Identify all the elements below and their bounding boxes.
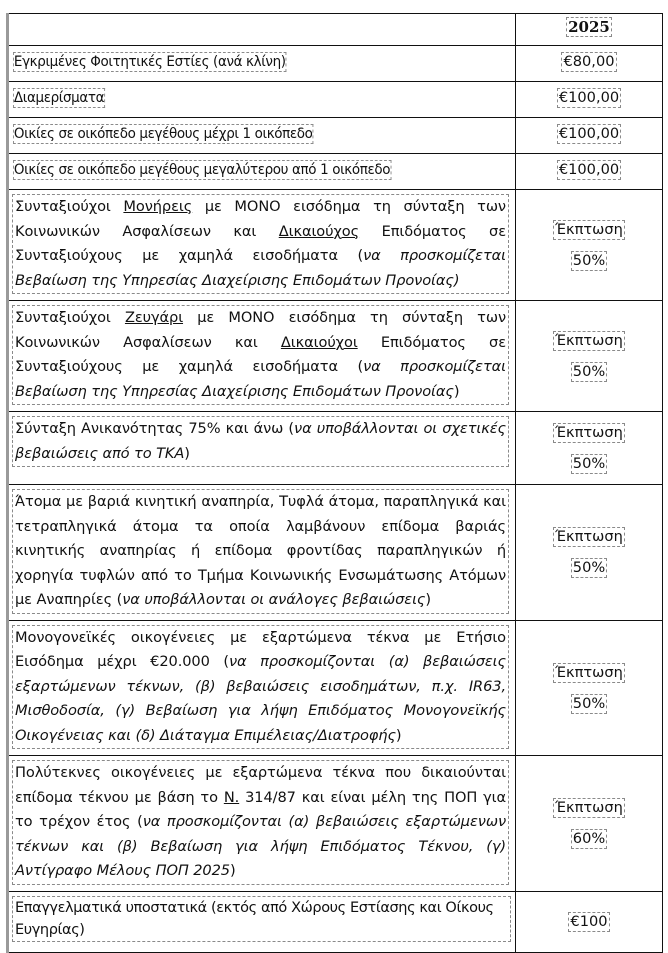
table-row xyxy=(8,82,663,118)
label-text: Επιδόματος σε Συνταξιούχους με χαμηλά εισοδήματα ( xyxy=(15,333,506,375)
label-text: με ΜΟΝΟ εισόδημα τη σύνταξη των Κοινωνικών Ασφαλίσεων και xyxy=(15,198,506,240)
label-text: 314/87 και είναι μέλη της ΠΟΠ για το τρέχον έτος ( xyxy=(15,788,507,830)
label-underlined-text: Μονήρεις xyxy=(123,198,193,215)
discount-value: 50% xyxy=(572,694,606,712)
label-underlined-text: Δικαιούχος xyxy=(278,222,360,240)
table-row xyxy=(8,756,663,892)
row-label-cell xyxy=(8,46,516,82)
row-label xyxy=(12,305,509,405)
row-discount-cell xyxy=(516,301,663,412)
label-underlined-text: Δικαιούχοι xyxy=(280,333,358,351)
row-label-cell xyxy=(8,620,516,756)
row-label: Εγκριμένες Φοιτητικές Εστίες (ανά κλίνη) xyxy=(13,54,286,70)
label-text: Συνταξιούχοι xyxy=(15,309,125,326)
document-page xyxy=(6,13,661,953)
row-label-cell xyxy=(8,412,516,485)
row-amount: €100 xyxy=(570,913,608,930)
discount-label: Έκπτωση xyxy=(555,528,623,546)
label-note: να προσκομίζεται Βεβαίωση της Υπηρεσίας Διαχείρισης Επιδομάτων Προνοίας xyxy=(15,358,506,400)
row-label xyxy=(12,625,509,750)
table-row xyxy=(8,118,663,154)
discount-label: Έκπτωση xyxy=(555,663,623,681)
label-text: ) xyxy=(425,591,431,608)
discount-value: 50% xyxy=(572,455,606,472)
row-amount: €100,00 xyxy=(558,161,620,178)
row-discount-cell xyxy=(516,756,663,892)
label-text: ) xyxy=(229,862,236,879)
row-label-cell xyxy=(8,118,516,154)
table-row xyxy=(8,620,663,756)
row-label-cell xyxy=(8,190,516,301)
discount-label: Έκπτωση xyxy=(555,799,623,817)
row-amount-cell xyxy=(516,154,663,190)
discount-label: Έκπτωση xyxy=(555,424,623,441)
label-note: να προσκομίζονται (α) βεβαιώσεις εξαρτώμενων τέκνων και (β) Βεβαίωση για λήψη Επιδόματος Τέκνου, (γ) Αντίγραφο Μέλους ΠΟΠ 2025 xyxy=(15,813,506,879)
table-row xyxy=(8,46,663,82)
table-row xyxy=(8,190,663,301)
discount-value: 60% xyxy=(572,830,606,848)
row-amount: €100,00 xyxy=(558,125,620,142)
fees-table xyxy=(6,13,663,953)
label-underlined-text: Ζευγάρι xyxy=(124,309,184,326)
label-note: να προσκομίζονται (α) βεβαιώσεις εξαρτώμενων τέκνων, (β) βεβαιώσεις εισοδημάτων, π.χ. IR63, Μισθοδοσία, (γ) Βεβαίωση για λήψη Επιδόματος Μονογονεϊκής Οικογένειας και (δ) Διάταγμα Επιμέλειας/Διατροφής xyxy=(15,653,506,744)
table-row xyxy=(8,154,663,190)
discount-value: 50% xyxy=(572,559,606,577)
year-label: 2025 xyxy=(568,18,610,36)
label-text: ) xyxy=(453,382,460,400)
label-note: να υποβάλλονται οι σχετικές βεβαιώσεις από το ΤΚΑ xyxy=(15,420,507,462)
row-label xyxy=(12,760,509,885)
label-text: Μονογονεϊκές οικογένειες με εξαρτώμενα τέκνα με Ετήσιο Εισόδημα μέχρι €20.000 ( xyxy=(15,628,506,670)
row-discount-cell xyxy=(516,412,663,485)
discount-value: 50% xyxy=(572,363,606,380)
label-text: Πολύτεκνες οικογένειες με εξαρτώμενα τέκνα που δικαιούνται επίδομα τέκνου με βάση το xyxy=(15,764,506,806)
row-label-cell xyxy=(8,891,516,952)
label-text: με ΜΟΝΟ εισόδημα τη σύνταξη των Κοινωνικών Ασφαλίσεων και xyxy=(15,309,506,351)
row-amount-cell xyxy=(516,118,663,154)
row-discount-cell xyxy=(516,620,663,756)
label-text: Συνταξιούχοι xyxy=(15,198,124,215)
row-label: Διαμερίσματα xyxy=(13,90,105,106)
label-text: ) xyxy=(184,444,190,462)
row-label-cell xyxy=(8,154,516,190)
discount-value: 50% xyxy=(572,252,606,269)
row-discount-cell xyxy=(516,190,663,301)
row-label: Οικίες σε οικόπεδο μεγέθους μεγαλύτερου από 1 οικόπεδο xyxy=(13,162,391,178)
label-text: Επιδόματος σε Συνταξιούχους με χαμηλά εισοδήματα ( xyxy=(15,222,506,264)
table-row xyxy=(8,412,663,485)
row-label-cell xyxy=(8,756,516,892)
table-row xyxy=(8,301,663,412)
row-label-cell xyxy=(8,301,516,412)
row-label-cell xyxy=(8,82,516,118)
row-amount-cell xyxy=(516,891,663,952)
row-label-cell xyxy=(8,485,516,621)
row-amount-cell xyxy=(516,82,663,118)
label-text: Σύνταξη Ανικανότητας 75% και άνω ( xyxy=(15,420,295,437)
label-note: να υποβάλλονται οι ανάλογες βεβαιώσεις xyxy=(122,591,426,608)
row-discount-cell xyxy=(516,485,663,621)
discount-label: Έκπτωση xyxy=(555,332,623,349)
row-label: Οικίες σε οικόπεδο μεγέθους μέχρι 1 οικόπεδο xyxy=(13,126,313,142)
header-year-cell xyxy=(516,14,663,46)
table-header-row xyxy=(8,14,663,46)
label-text: ) xyxy=(395,726,402,744)
row-label xyxy=(12,489,509,614)
label-note: να προσκομίζεται Βεβαίωση της Υπηρεσίας Διαχείρισης Επιδομάτων Προνοίας) xyxy=(15,247,506,289)
row-label xyxy=(12,194,509,294)
table-row xyxy=(8,891,663,952)
label-underlined-text: Ν. xyxy=(223,788,240,806)
row-amount: €80,00 xyxy=(563,53,615,70)
discount-label: Έκπτωση xyxy=(555,221,623,238)
table-row xyxy=(8,485,663,621)
row-label: Επαγγελματικά υποστατικά (εκτός από Χώρους Εστίασης και Οίκους Ευγηρίας) xyxy=(12,896,511,942)
row-label xyxy=(12,416,509,467)
row-amount: €100,00 xyxy=(558,89,620,106)
header-empty-cell xyxy=(8,14,516,46)
label-text: Άτομα με βαριά κινητική αναπηρία, Τυφλά άτομα, παραπληγικά και τετραπληγικά άτομα τα οποία λαμβάνουν επίδομα βαριάς κινητικής αναπηρίας ή επίδομα φροντίδας παραπληγικών ή χορηγία τυφλών από το Τμήμα Κοινωνικής Ενσωμάτωσης Ατόμων με Αναπηρίες ( xyxy=(15,493,506,608)
row-amount-cell xyxy=(516,46,663,82)
